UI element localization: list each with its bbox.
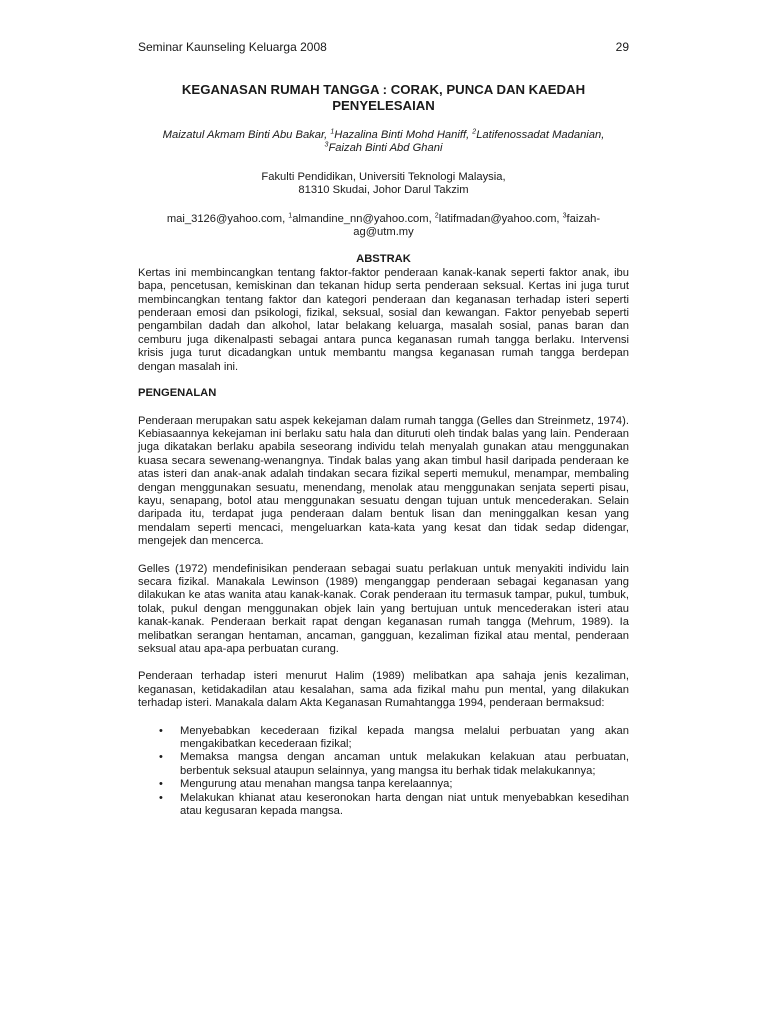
page-number: 29 <box>615 40 629 54</box>
abstract-text: Kertas ini membincangkan tentang faktor-faktor penderaan kanak-kanak seperti faktor anak, ibu bapa, pencetusan, kemiskinan dan tekanan hidup serta penderaan seksual. Kertas ini juga turut membincangkan tentang faktor dan kategori penderaan dan keganasan terhadap isteri seperti penderaan emosi dan psikologi, fizikal, seksual, sosial dan kewangan. Faktor penyebab seperti pengambilan dadah dan alkohol, latar belakang keluarga, masalah sosial, panas baran dan cemburu juga dikenalpasti sebagai antara punca keganasan rumah tangga berlaku. Intervensi krisis juga turut dicadangkan untuk membantu mangsa keganasan rumah tangga berdepan dengan masalah ini. <box>138 266 629 373</box>
bullet-icon: • <box>159 791 163 804</box>
email-affil-mark: 1 <box>288 211 293 219</box>
author-name: Maizatul Akmam Binti Abu Bakar, <box>162 129 328 141</box>
list-item <box>138 778 629 791</box>
affiliation-line: Fakulti Pendidikan, Universiti Teknologi Malaysia, <box>261 170 506 183</box>
body-paragraph: Penderaan merupakan satu aspek kekejaman dalam rumah tangga (Gelles dan Streinmetz, 1974). Kebiasaannya kekejaman ini berlaku satu hala dan dituruti oleh tindak balas yang lain. Penderaan juga dikatakan berlaku apabila seseorang individu telah menyalah gunakan atau menggunakan kuasa secara sewenang-wenangnya. Tindak balas yang akan timbul hasil daripada penderaan ke atas isteri dan anak-anak adalah tindakan secara fizikal seperti memukul, menampar, membaling dengan menggunakan sesuatu, menendang, menolak atau menggunakan senjata seperti pisau, kayu, senapang, botol atau menggunakan sesuatu dengan tujuan untuk mencederakan. Selain daripada itu, terdapat juga penderaan dalam bentuk lisan dan meninggalkan kesan yang mendalam seperti mencaci, mengeluarkan kata-kata yang kesat dan tidak sedap didengar, mengejek dan mencerca. <box>138 414 629 548</box>
list-item <box>138 725 629 752</box>
email-list <box>138 213 629 240</box>
running-title: Seminar Kaunseling Keluarga 2008 <box>138 40 327 54</box>
bullet-icon: • <box>159 724 163 737</box>
bullet-icon: • <box>159 778 163 791</box>
email-address: faizah-ag@utm.my <box>353 212 601 239</box>
paper-title: KEGANASAN RUMAH TANGGA : CORAK, PUNCA DAN KAEDAH PENYELESAIAN <box>181 82 586 113</box>
list-item-text: Menyebabkan kecederaan fizikal kepada mangsa melalui perbuatan yang akan mengakibatkan kecederaan fizikal; <box>180 724 629 751</box>
affiliation <box>138 171 629 198</box>
email-affil-mark: 2 <box>434 211 439 219</box>
section-heading: PENGENALAN <box>138 387 217 400</box>
author-affil-mark: 1 <box>330 128 335 136</box>
author-affil-mark: 2 <box>472 128 477 136</box>
email-address: latifmadan@yahoo.com, <box>438 212 560 225</box>
email-address: almandine_nn@yahoo.com, <box>292 212 432 225</box>
author-name: Latifenossadat Madanian, <box>476 129 605 141</box>
author-name: Hazalina Binti Mohd Haniff, <box>334 129 470 141</box>
email-affil-mark: 3 <box>562 211 567 219</box>
body-paragraph: Gelles (1972) mendefinisikan penderaan sebagai suatu perlakuan untuk menyakiti individu lain secara fizikal. Manakala Lewinson (1989) menganggap penderaan sebagai keganasan yang dilakukan ke atas wanita atau kanak-kanak. Corak penderaan itu termasuk tampar, pukul, tumbuk, tolak, pukul dengan menggunakan objek lain yang bertujuan untuk mencederakan isteri atau kanak-kanak. Penderaan berkait rapat dengan keganasan rumah tangga (Mehrum, 1989). Ia melibatkan serangan hentaman, ancaman, gangguan, kezaliman fizikal atau mental, penderaan seksual atau apa-apa perbuatan curang. <box>138 562 629 655</box>
list-item-text: Mengurung atau menahan mangsa tanpa kerelaannya; <box>180 778 453 791</box>
list-item <box>138 792 629 819</box>
author-affil-mark: 3 <box>324 141 329 149</box>
list-item-text: Memaksa mangsa dengan ancaman untuk melakukan kelakuan atau perbuatan, berbentuk seksual ataupun selainnya, yang mangsa itu berhak tidak melakukannya; <box>180 751 629 777</box>
definition-list <box>138 725 629 819</box>
author-name: Faizah Binti Abd Ghani <box>328 142 443 155</box>
page-content <box>138 82 629 818</box>
list-item <box>138 751 629 778</box>
body-paragraph: Penderaan terhadap isteri menurut Halim (1989) melibatkan apa sahaja jenis kezaliman, keganasan, ketidakadilan atau kesalahan, sama ada fizikal mahu pun mental, yang dilakukan terhadap isteri. Manakala dalam Akta Keganasan Rumahtangga 1994, penderaan bermaksud: <box>138 670 629 710</box>
author-list <box>138 129 629 156</box>
abstract-heading: ABSTRAK <box>356 253 411 266</box>
email-address: mai_3126@yahoo.com, <box>166 212 286 225</box>
running-header <box>138 40 629 54</box>
bullet-icon: • <box>159 751 163 764</box>
list-item-text: Melakukan khianat atau keseronokan harta dengan niat untuk menyebabkan kesedihan atau kegusaran kepada mangsa. <box>180 791 629 818</box>
affiliation-line: 81310 Skudai, Johor Darul Takzim <box>298 184 469 197</box>
